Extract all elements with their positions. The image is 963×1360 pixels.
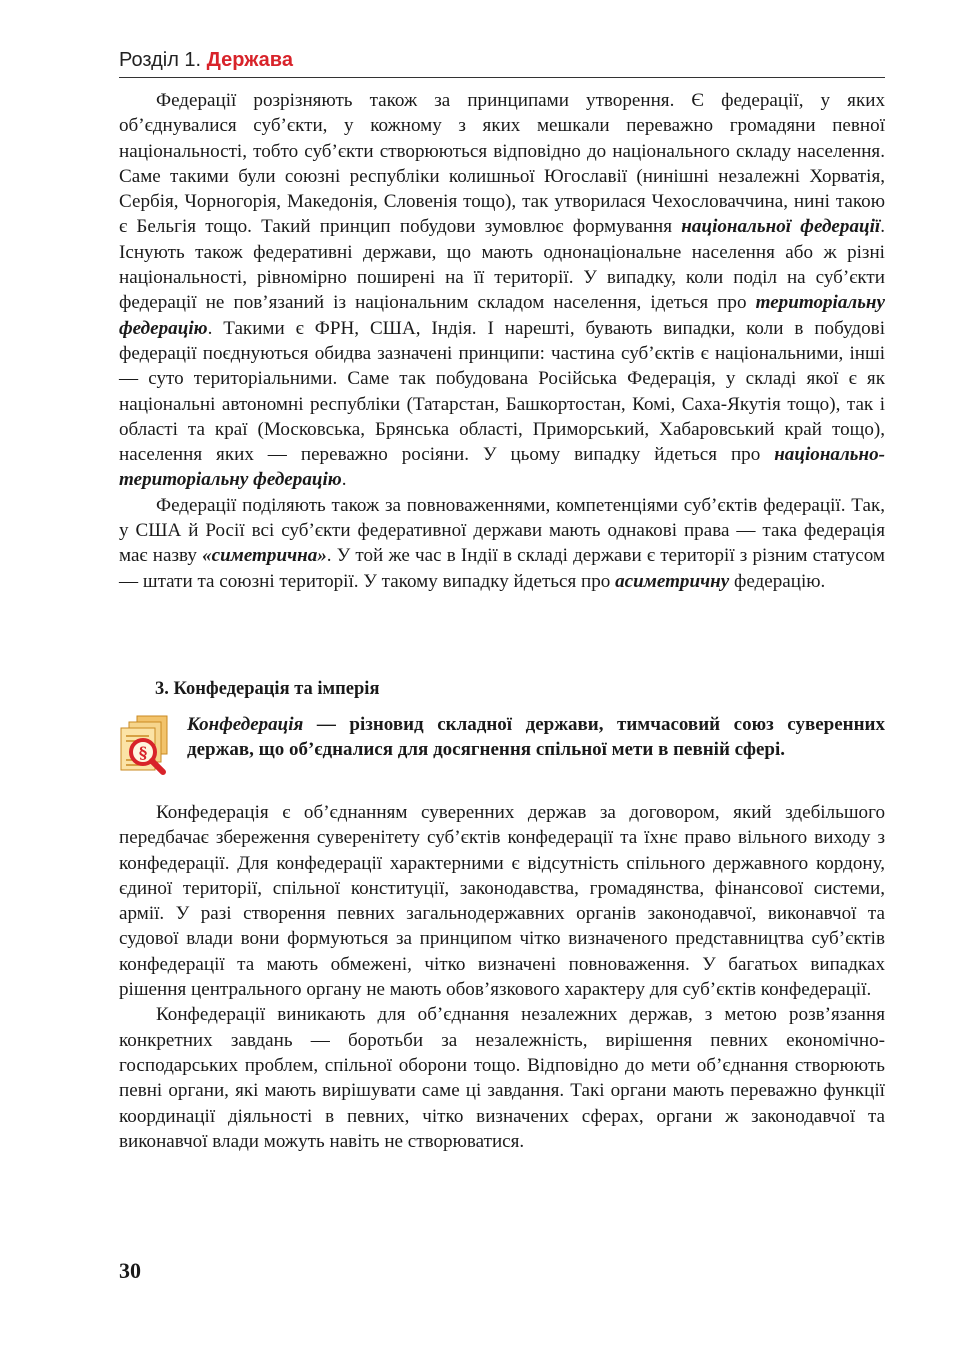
definition-text: — різновид складної держави, тимчасовий союз суверенних держав, що об’єдналися для досягнення спільної мети в певній сфері.	[187, 714, 885, 760]
svg-text:§: §	[138, 743, 148, 762]
term-symmetric: «симетрична»	[202, 545, 327, 567]
text-run: . Такими є ФРН, США, Індія. І нарешті, бувають випадки, коли в побудові федерації поєднуються обидва зазначені принципи: частина суб’єктів є національними, інші — суто територіальними. Саме так побудована Російська Федерація, у складі якої є як національні автономні республіки (Татарстан, Башкортостан, Комі, Саха-Якутія тощо), так і області та краї (Московська, Брянська області, Приморський, Хабаровський край тощо), населення яких — переважно росіяни. У цьому випадку йдеться про	[119, 317, 885, 466]
paragraph-formation-principles	[119, 88, 885, 493]
definition-term: Конфедерація	[187, 714, 304, 735]
paragraph-confederation-purpose: Конфедерації виникають для об’єднання незалежних держав, з метою розв’язання конкретних завдань — боротьби за незалежність, вирішення певних економічно-господарських проблем, спільної оборони тощо. Відповідно до мети об’єднання створюють певні органи, які мають вирішувати саме ці завдання. Такі органи мають переважно функції координації діяльності в певних, чітко визначених сферах, органи ж законодавчої та виконавчої влади можуть навіть не створюватися.	[119, 1004, 885, 1152]
running-header	[119, 47, 885, 78]
term-asymmetric: асиметричну	[615, 570, 730, 592]
term-territorial-federation: територіальну федерацію	[119, 292, 885, 339]
law-document-magnifier-icon	[119, 714, 175, 778]
federation-text-block	[119, 88, 885, 594]
term-national-federation: національної федерації	[681, 216, 881, 238]
text-run: .	[341, 469, 347, 491]
text-run: . У той же час в Індії в складі держави є території з різним статусом — штати та союзні території. У такому випадку йдеться про	[119, 545, 885, 592]
header-text	[119, 49, 293, 72]
text-run: Федерації розрізняють також за принципами утворення. Є федерації, у яких об’єднувалися суб’єкти, у кожному з яких мешкали переважно громадяни певної національності, тобто суб’єкти створюються відповідно до національного складу населення. Саме такими були союзні республіки колишньої Югославії (нинішні незалежні Хорватія, Сербія, Чорногорія, Македонія, Словенія тощо), так утворилася Чехословаччина, нині такою є Бельгія тощо. Такий принцип побудови зумовлює формування	[119, 90, 885, 238]
term-national-territorial-federation: національно-територіальну федерацію	[119, 444, 885, 491]
text-run: федерацію.	[729, 570, 826, 592]
text-run: . Існують також федеративні держави, що мають однонаціональне населення або ж різні національності, рівномірно поширені на її території. У випадку, коли поділ на суб’єкти федерації не пов’язаний із національним складом населення, ідеться про	[119, 216, 885, 314]
paragraph-powers	[119, 493, 885, 594]
paragraph-confederation-description: Конфедерація є об’єднанням суверенних держав за договором, який здебільшого передбачає збереження суверенітету суб’єктів конфедерації та їхнє право вільного виходу з конфедерації. Для конфедерації характерними є відсутність спільного державного кордону, єдиної території, спільної конституції, законодавства, громадянства, фінансової системи, армії. У разі створення певних загальнодержавних органів законодавчої, виконавчої та судової влади вони формуються за принципом чітко визначеного представництва суб’єктів конфедерації та мають обмежені, чітко визначені повноваження. У багатьох випадках рішення центрального органу не мають обов’язкового характеру для суб’єктів конфедерації.	[119, 802, 885, 1001]
section-heading: 3. Конфедерація та імперія	[155, 679, 380, 699]
header-section-title: Держава	[206, 49, 293, 71]
definition-confederation	[187, 712, 885, 762]
header-chapter: Розділ 1.	[119, 49, 202, 71]
confederation-text-block	[119, 800, 885, 1154]
text-run: Федерації поділяють також за повноваженнями, компетенціями суб’єктів федерації. Так, у США й Росії всі суб’єкти федеративної держави мають однакові права — така федерація має назву	[119, 494, 885, 567]
page-number: 30	[119, 1258, 141, 1283]
